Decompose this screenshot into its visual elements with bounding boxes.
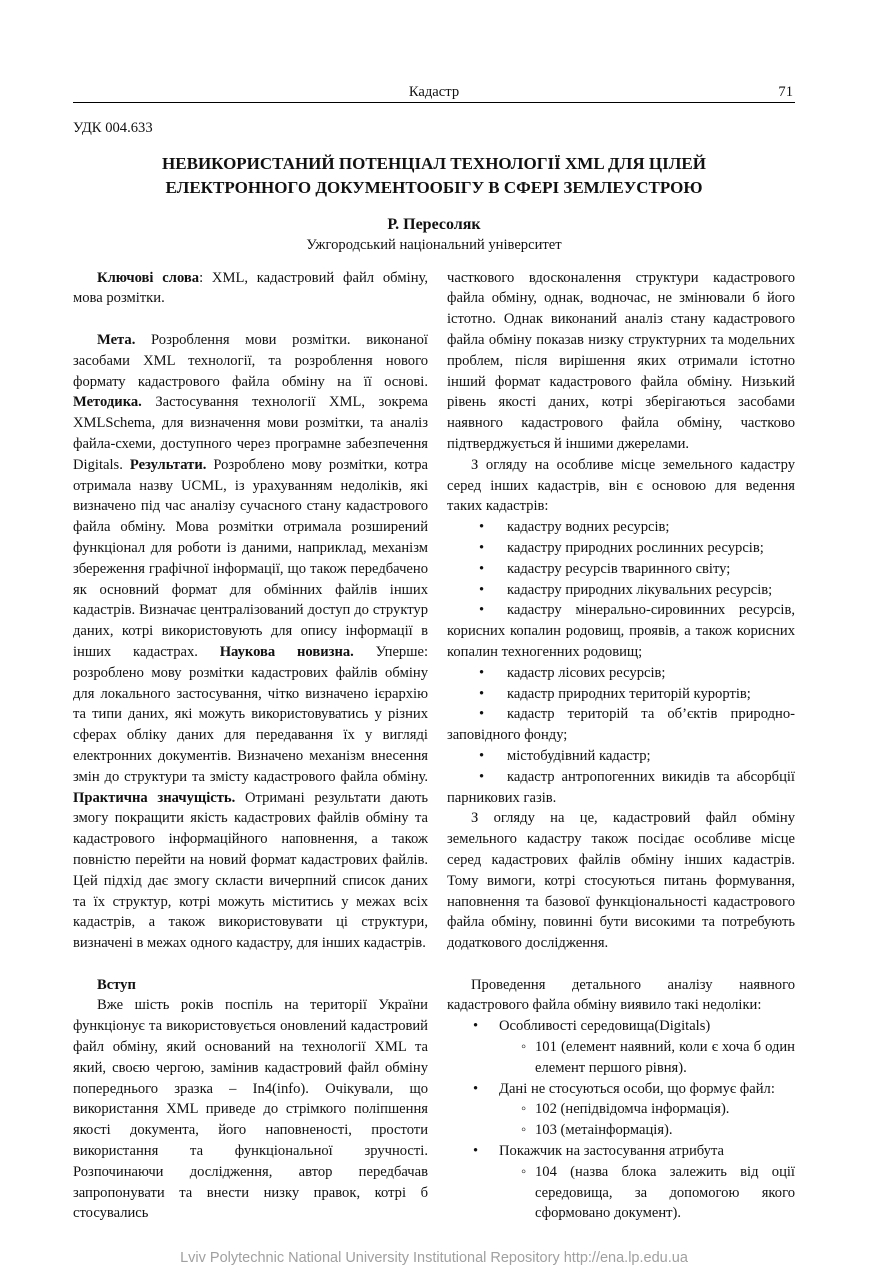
list-item: • кадастр територій та об’єктів природно-заповідного фонду;: [447, 704, 795, 746]
keywords: [73, 268, 428, 310]
cadastre-list: [447, 517, 795, 808]
label: Наукова новизна.: [219, 643, 354, 660]
item-label: Покажчик на застосування атрибута: [499, 1143, 724, 1160]
abstract: [73, 330, 428, 954]
running-header: [73, 82, 795, 103]
section-heading: [73, 975, 428, 996]
sub-item: ◦ 103 (метаінформація).: [499, 1120, 795, 1141]
keywords-text: : XML, кадастровий файл обміну, мова розмітки.: [73, 269, 429, 307]
text: Розроблення мови розмітки. виконаної засобами XML технології, та розроблення нового формату кадастрового файла обміну на її основі.: [73, 331, 428, 390]
list-item: [447, 1141, 795, 1224]
list-item: • кадастру мінерально-сировинних ресурсів, корисних копалин родовищ, проявів, а також корисних копалин техногенних родовищ;: [447, 600, 795, 662]
list-item: • кадастр природних територій курортів;: [447, 684, 795, 705]
sub-list: [499, 1037, 795, 1079]
list-item: • кадастру природних лікувальних ресурсів;: [447, 580, 795, 601]
list-item: • кадастру ресурсів тваринного світу;: [447, 559, 795, 580]
page-number: 71: [778, 84, 793, 100]
author: Р. Пересоляк: [387, 215, 481, 233]
affiliation: Ужгородський національний університет: [306, 236, 562, 253]
paper-title: [73, 152, 795, 200]
list-item: • містобудівний кадастр;: [447, 746, 795, 767]
body-columns: [73, 268, 795, 1225]
label: Мета.: [97, 331, 136, 348]
header-section: Кадастр: [408, 84, 460, 100]
paragraph: Проведення детального аналізу наявного кадастрового файла обміну виявило такі недоліки:: [447, 976, 795, 1014]
defects-list: [447, 1016, 795, 1224]
sub-item: ◦ 102 (непідвідомча інформація).: [499, 1099, 795, 1120]
text: Застосування технології XML, зокрема XMLSchema, для визначення мови розмітки, та аналіз файла-схеми, доступного через програмне забезпечення Digitals.: [73, 394, 428, 473]
right-column: [447, 268, 795, 1225]
label: Практична значущість.: [73, 789, 236, 806]
sub-item: ◦ 104 (назва блока залежить від оції середовища, за допомогою якого сформовано документ).: [499, 1162, 795, 1224]
sub-list: [499, 1099, 795, 1141]
sub-item: ◦ 101 (елемент наявний, коли є хоча б один елемент першого рівня).: [499, 1037, 795, 1079]
list-item: [447, 1079, 795, 1141]
keywords-label: Ключові слова: [97, 269, 200, 286]
paragraph: часткового вдосконалення структури кадастрового файла обміну, однак, водночас, не змінювали б його істотно. Однак виконаний аналіз стану кадастрового файла обміну показав низку структурних та модельних проблем, після вирішення яких отримали істотно інший формат кадастрового файла обміну. Низький рівень якості даних, котрі зберігаються засобами наявного кадастрового файла обміну, частково підтверджується й іншими джерелами.: [447, 269, 795, 452]
list-item: • кадастр лісових ресурсів;: [447, 663, 795, 684]
text: Отримані результати дають змогу покращити якість кадастрових файлів обміну та кадастрового інформаційного наповнення, а також повністю перейти на новий формат кадастрових файлів. Цей підхід дає змогу скласти вичерпний список даних та їх структур, котрі можуть міститись у межах всіх кадастрів, а також використовувати ці структури, визначені в межах одного кадастру, для інших кадастрів.: [73, 789, 429, 952]
item-label: Особливості середовища(Digitals): [499, 1018, 711, 1035]
label: Методика.: [73, 394, 142, 411]
title-line: НЕВИКОРИСТАНИЙ ПОТЕНЦІАЛ ТЕХНОЛОГІЇ XML ДЛЯ ЦІЛЕЙ: [162, 153, 706, 173]
list-item: • кадастру природних рослинних ресурсів;: [447, 538, 795, 559]
paragraph: Вже шість років поспіль на території України функціонує та використовується оновлений кадастровий файл обміну, який оснований на технології XML та який, своєю чергою, замінив кадастровий файл обміну попереднього зразка – In4(info). Очікували, що використання XML приведе до стрімкого поліпшення якості документа, його наповненості, простоти використання та функціональної зручності. Розпочинаючи дослідження, автор передбачав запропонувати та внести низку правок, котрі б стосувались: [73, 997, 428, 1222]
title-line: ЕЛЕКТРОННОГО ДОКУМЕНТООБІГУ В СФЕРІ ЗЕМЛЕУСТРОЮ: [165, 177, 703, 197]
udk-code: УДК 004.633: [73, 120, 153, 136]
repository-footer: Lviv Polytechnic National University Institutional Repository http://ena.lp.edu.ua: [180, 1250, 688, 1267]
paragraph: З огляду на це, кадастровий файл обміну земельного кадастру також посідає особливе місце серед кадастрових файлів обміну інших кадастрів. Тому вимоги, котрі стосуються питань формування, наповнення та базової функціональності кадастрового файла обміну, повинні бути високими та потребують додаткового дослідження.: [447, 810, 795, 952]
list-item: • кадастру водних ресурсів;: [447, 517, 795, 538]
label: Результати.: [129, 456, 207, 473]
list-item: [447, 1016, 795, 1078]
text: Уперше: розроблено мову розмітки кадастрових файлів обміну для локального застосування, чітко визначено ієрархію та типи даних, які можуть використовуватись у різних сферах обліку даних для передавання їх у вигляді електронних документів. Визначено механізм внесення змін до структури та змісту кадастрового файла обміну.: [73, 643, 428, 785]
list-item: • кадастр антропогенних викидів та абсорбції парникових газів.: [447, 767, 795, 809]
text: Розроблено мову розмітки, котра отримала назву UCML, із урахуванням недоліків, які визначено під час аналізу сучасного стану кадастрового файла обміну. Мова розмітки отримала розширений функціонал для роботи із даними, наприклад, механізм збереження графічної інформації, що також передбачено як основний формат для обмінних файлів інших кадастрів. Визначає централізований доступ до структур даних, котрі використовують для опису інформації в інших кадастрах.: [73, 456, 428, 660]
left-column: [73, 268, 428, 1225]
heading-text: Вступ: [97, 976, 136, 993]
sub-list: [499, 1162, 795, 1224]
item-label: Дані не стосуються особи, що формує файл:: [499, 1080, 775, 1097]
paragraph: З огляду на особливе місце земельного кадастру серед інших кадастрів, він є основою для ведення таких кадастрів:: [447, 456, 795, 515]
